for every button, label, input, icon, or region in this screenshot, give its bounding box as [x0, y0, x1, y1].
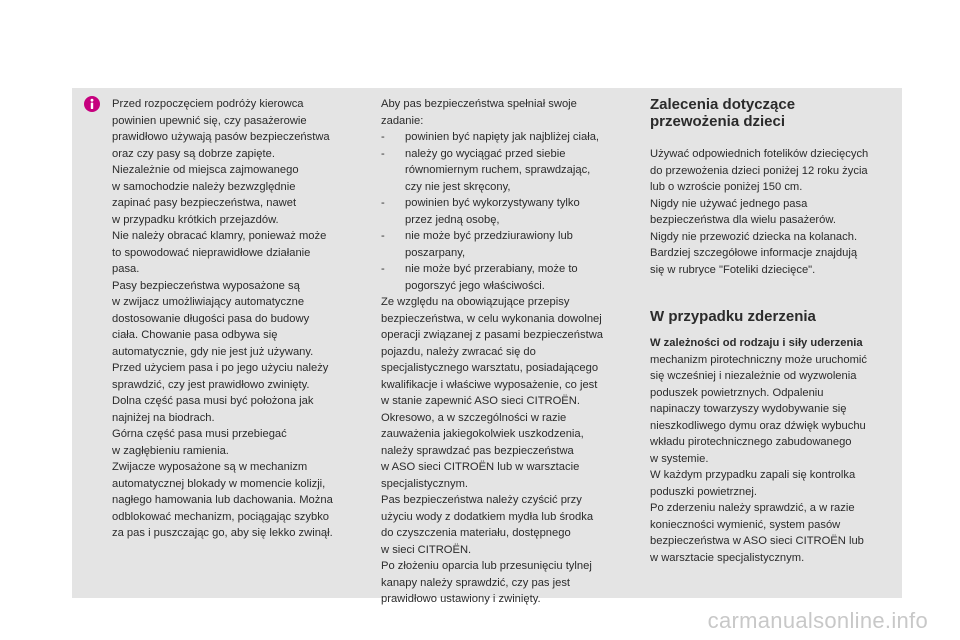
text-line: odblokować mechanizm, pociągając szybko: [112, 510, 330, 523]
column-seatbelt-usage: [112, 96, 360, 542]
text-line: nie może być przerabiany, może to: [405, 263, 578, 275]
text-line: Bardziej szczegółowe informacje znajdują: [650, 247, 858, 259]
text-line: się w rubryce "Foteliki dziecięce".: [650, 263, 816, 276]
text-line: prawidłowo ustawiony i zwinięty.: [381, 593, 541, 605]
text-line: specjalistycznym.: [381, 477, 469, 490]
text-line: powinien być wykorzystywany tylko: [405, 197, 580, 209]
text-line: dostosowanie długości pasa do budowy: [112, 312, 310, 325]
list-item-text: [405, 146, 631, 196]
text-line: najniżej na biodrach.: [112, 411, 215, 424]
text-line: Niezależnie od miejsca zajmowanego: [112, 164, 299, 176]
text-line: oraz czy pasy są dobrze zapięte.: [112, 147, 275, 160]
heading-children-transport: [650, 96, 895, 130]
column-children-collision: [650, 96, 895, 566]
text-line: w samochodzie należy bezwzględnie: [112, 180, 296, 193]
text-line: w sieci CITROËN.: [381, 543, 472, 556]
text-line: Okresowo, a w szczególności w razie: [381, 411, 567, 424]
list-item-text: [405, 261, 631, 294]
text-line: W każdym przypadku zapali się kontrolka: [650, 469, 856, 481]
text-line: zadanie:: [381, 114, 424, 127]
text-line: bezpieczeństwa dla wielu pasażerów.: [650, 214, 836, 226]
list-item: [381, 146, 631, 196]
text-line: wkładu pirotechnicznego zabudowanego: [650, 436, 852, 448]
list-item-text: [405, 228, 631, 261]
text-line: specjalistycznego warsztatu, posiadającego: [381, 362, 599, 374]
heading-line: przewożenia dzieci: [650, 113, 786, 130]
text-line: Ze względu na obowiązujące przepisy: [381, 296, 570, 308]
text-line: Pasy bezpieczeństwa wyposażone są: [112, 279, 300, 292]
text-line: poduszki powietrznej.: [650, 485, 757, 498]
text-line: Pas bezpieczeństwa należy czyścić przy: [381, 494, 582, 506]
text-line: Aby pas bezpieczeństwa spełniał swoje: [381, 98, 577, 110]
text-line: Dolna część pasa musi być położona jak: [112, 395, 314, 407]
text-line: w warsztacie specjalistycznym.: [650, 551, 805, 564]
text-line: Używać odpowiednich fotelików dziecięcych: [650, 148, 869, 160]
text-line: kanapy należy sprawdzić, czy pas jest: [381, 576, 571, 589]
collision-intro-bold: W zależności od rodzaju i siły uderzenia: [650, 337, 863, 349]
list-item: [381, 261, 631, 294]
text-line: nagłego hamowania lub dachowania. Można: [112, 494, 333, 506]
text-line: sprawdzić, czy jest prawidłowo zwinięty.: [112, 378, 310, 391]
text-line: pojazdu, należy zwracać się do: [381, 345, 536, 358]
text-line: w zwijacz umożliwiający automatyczne: [112, 296, 305, 308]
text-line: ciała. Chowanie pasa odbywa się: [112, 329, 278, 341]
watermark: carmanualsonline.info: [707, 608, 928, 633]
text-line: automatycznie, gdy nie jest już używany.: [112, 345, 314, 358]
text-line: powinien upewnić się, czy pasażerowie: [112, 114, 307, 127]
list-dash: -: [381, 230, 385, 242]
text-line: Przed użyciem pasa i po jego użyciu należy: [112, 362, 329, 374]
text-line: to spowodować nieprawidłowe działanie: [112, 246, 311, 259]
list-item: [381, 129, 631, 146]
list-item: [381, 195, 631, 228]
heading-line: Zalecenia dotyczące: [650, 96, 796, 113]
text-line: powinien być napięty jak najbliżej ciała,: [405, 131, 600, 143]
text-line: Po zderzeniu należy sprawdzić, a w razie: [650, 502, 855, 514]
text-line: konieczności wymienić, system pasów: [650, 518, 841, 531]
text-line: użyciu wody z dodatkiem mydła lub środka: [381, 510, 594, 523]
text-line: automatycznej blokady w momencie kolizji,: [112, 477, 326, 490]
text-line: Górna część pasa musi przebiegać: [112, 428, 287, 440]
text-line: w systemie.: [650, 452, 709, 465]
text-line: należy sprawdzać pas bezpieczeństwa: [381, 444, 574, 457]
text-line: zapinać pasy bezpieczeństwa, nawet: [112, 197, 297, 209]
text-line: w ASO sieci CITROËN lub w warsztacie: [381, 461, 580, 473]
text-line: za pas i puszczając go, aby się lekko zwinął.: [112, 527, 333, 539]
text-line: mechanizm pirotechniczny może uruchomić: [650, 353, 867, 366]
text-line: Nie należy obracać klamry, ponieważ może: [112, 230, 327, 242]
text-line: czy nie jest skręcony,: [405, 180, 511, 193]
text-line: prawidłowo używają pasów bezpieczeństwa: [112, 131, 330, 143]
text-line: poszarpany,: [405, 246, 466, 259]
text-line: się wcześniej i niezależnie od wyzwolenia: [650, 370, 857, 382]
text-line: Po złożeniu oparcia lub przesunięciu tylnej: [381, 560, 592, 572]
text-line: lub o wzroście poniżej 150 cm.: [650, 181, 803, 193]
text-line: w stanie zapewnić ASO sieci CITROËN.: [381, 395, 580, 407]
text-line: Nigdy nie używać jednego pasa: [650, 197, 808, 210]
text-line: kwalifikacje i właściwe wyposażenie, co jest: [381, 378, 598, 391]
text-line: Nigdy nie przewozić dziecka na kolanach.: [650, 230, 858, 243]
text-line: Zwijacze wyposażone są w mechanizm: [112, 461, 308, 473]
text-line: nie może być przedziurawiony lub: [405, 230, 573, 242]
text-line: przez jedną osobę,: [405, 213, 500, 226]
info-icon: [84, 96, 100, 112]
text-line: do przewożenia dzieci poniżej 12 roku życia: [650, 164, 868, 177]
text-line: bezpieczeństwa w ASO sieci CITROËN lub: [650, 535, 864, 547]
list-item-text: [405, 129, 631, 146]
text-line: nieszkodliwego dymu oraz dźwięk wybuchu: [650, 419, 866, 432]
text-line: równomiernym ruchem, sprawdzając,: [405, 164, 591, 176]
list-item-text: [405, 195, 631, 228]
text-line: Przed rozpoczęciem podróży kierowca: [112, 98, 304, 110]
text-line: poduszek powietrznych. Odpaleniu: [650, 386, 824, 399]
text-line: zauważenia jakiegokolwiek uszkodzenia,: [381, 428, 584, 440]
text-line: napinaczy towarzyszy wydobywanie się: [650, 403, 847, 415]
text-line: operacji związanej z pasami bezpieczeństwa: [381, 329, 603, 341]
heading-collision: W przypadku zderzenia: [650, 308, 816, 325]
list-item: [381, 228, 631, 261]
text-line: pasa.: [112, 263, 140, 275]
list-dash: -: [381, 197, 385, 209]
column-seatbelt-care: [381, 96, 631, 608]
text-line: należy go wyciągać przed siebie: [405, 147, 566, 160]
text-line: pogorszyć jego właściwości.: [405, 279, 545, 292]
list-dash: -: [381, 131, 385, 143]
text-line: bezpieczeństwa, w celu wykonania dowolnej: [381, 312, 602, 325]
text-line: w zagłębieniu ramienia.: [112, 444, 229, 457]
list-dash: -: [381, 263, 385, 275]
list-dash: -: [381, 147, 385, 160]
text-line: w przypadku krótkich przejazdów.: [112, 213, 279, 226]
text-line: do czyszczenia materiału, dostępnego: [381, 527, 571, 539]
